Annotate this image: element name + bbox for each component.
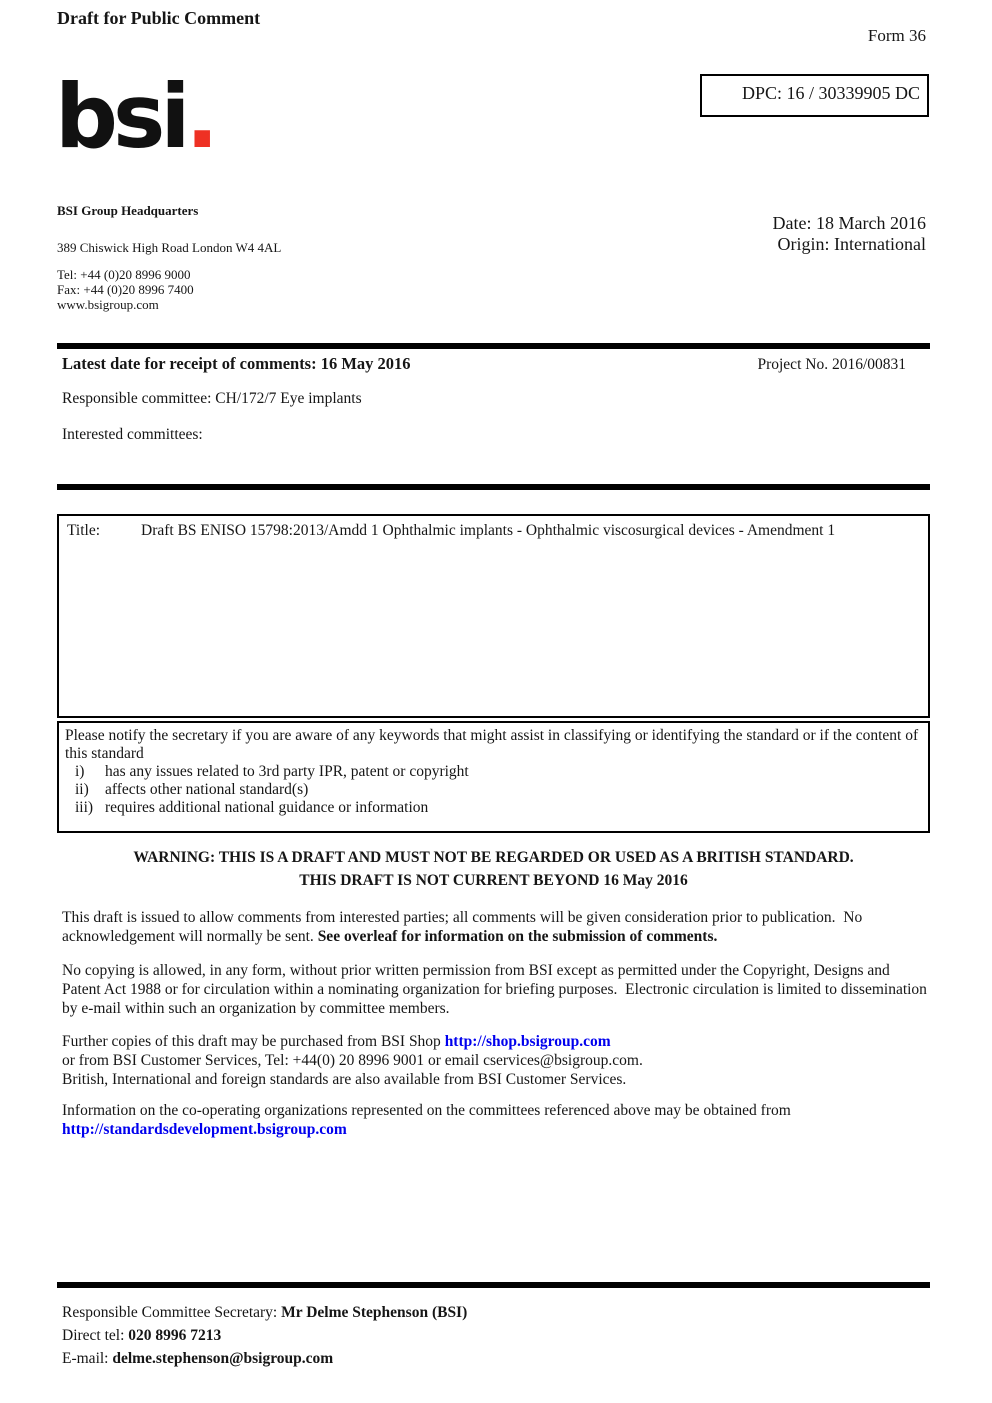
secretary-tel-line [62,1324,467,1347]
keyword-item [75,781,922,799]
bsi-logo-text: bsi [55,65,186,168]
latest-comments-date: Latest date for receipt of comments: 16 May 2016 [62,354,411,373]
secretary-name: Mr Delme Stephenson (BSI) [281,1304,468,1321]
customer-services-text: or from BSI Customer Services, Tel: +44(0) 20 8996 9001 or email cservices@bsigroup.com. [62,1052,643,1069]
further-copies-text: Further copies of this draft may be purchased from BSI Shop [62,1033,445,1050]
secretary-tel-label: Direct tel: [62,1327,129,1344]
keyword-item [75,763,922,781]
standard-title: Draft BS ENISO 15798:2013/Amdd 1 Ophthalmic implants - Ophthalmic viscosurgical devices - Amendment 1 [141,522,836,539]
keywords-list [65,763,922,817]
secretary-tel: 020 8996 7213 [128,1327,222,1344]
keyword-item-text: requires additional national guidance or information [105,799,429,816]
warning-line-1: WARNING: THIS IS A DRAFT AND MUST NOT BE REGARDED OR USED AS A BRITISH STANDARD. [133,849,854,866]
project-number: Project No. 2016/00831 [757,356,906,373]
keyword-item-marker: iii) [75,799,94,816]
responsible-committee: Responsible committee: CH/172/7 Eye implants [62,390,362,407]
cooperating-orgs-text: Information on the co-operating organizations represented on the committees referenced above may be obtained from [62,1102,791,1119]
divider-middle [57,484,930,490]
paragraph-no-copying: No copying is allowed, in any form, without prior written permission from BSI except as permitted under the Copyright, Designs and Patent Act 1988 or for circulation within a nominating organization for briefing purposes. Electronic circulation is limited to dissemination by e-mail within such an organization by committee members. [62,962,931,1017]
hq-address: 389 Chiswick High Road London W4 4AL [57,240,282,255]
bsi-logo-red-dot: . [185,65,214,168]
see-overleaf-note: See overleaf for information on the submission of comments. [317,928,718,945]
secretary-email-line [62,1347,467,1370]
document-origin: Origin: International [777,234,926,254]
secretary-email: delme.stephenson@bsigroup.com [112,1350,334,1367]
divider-top [57,343,930,349]
bsi-logo [55,62,214,172]
hq-telephone: Tel: +44 (0)20 8996 9000 [57,267,191,282]
date-origin-block [773,213,926,255]
dpc-number-box [700,74,929,117]
hq-fax: Fax: +44 (0)20 8996 7400 [57,282,194,297]
secretary-block [62,1301,467,1370]
secretary-name-line [62,1301,467,1324]
keyword-item-text: has any issues related to 3rd party IPR, patent or copyright [105,763,469,780]
hq-website: www.bsigroup.com [57,297,159,312]
warning-line-2: THIS DRAFT IS NOT CURRENT BEYOND 16 May 2016 [299,872,688,889]
standards-development-link[interactable]: http://standardsdevelopment.bsigroup.com [62,1121,347,1138]
keywords-intro: Please notify the secretary if you are aware of any keywords that might assist in classifying or identifying the standard or if the content of this standard [65,727,919,762]
document-date: Date: 18 March 2016 [772,213,926,233]
keywords-notice-box [57,721,930,833]
keyword-item-marker: i) [75,763,85,780]
divider-bottom [57,1282,930,1288]
paragraph-further-copies [62,1032,928,1089]
hq-title: BSI Group Headquarters [57,203,199,218]
paragraph-draft-issued [62,908,928,946]
draft-issued-text: This draft is issued to allow comments from interested parties; all comments will be given consideration prior to publication. No acknowledgement will normally be sent. [62,909,867,945]
keyword-item-text: affects other national standard(s) [105,781,309,798]
document-classification: Draft for Public Comment [57,8,261,28]
title-box [57,514,930,718]
interested-committees: Interested committees: [62,426,203,443]
secretary-email-label: E-mail: [62,1350,113,1367]
dpc-number: DPC: 16 / 30339905 DC [741,83,920,103]
standards-available-text: British, International and foreign standards are also available from BSI Customer Services. [62,1071,627,1088]
form-number: Form 36 [867,26,926,45]
keyword-item-marker: ii) [75,781,89,798]
keyword-item [75,799,922,817]
bsi-shop-link[interactable]: http://shop.bsigroup.com [444,1033,611,1050]
secretary-label: Responsible Committee Secretary: [62,1304,282,1321]
paragraph-cooperating-orgs [62,1101,928,1139]
title-label: Title: [67,522,101,539]
